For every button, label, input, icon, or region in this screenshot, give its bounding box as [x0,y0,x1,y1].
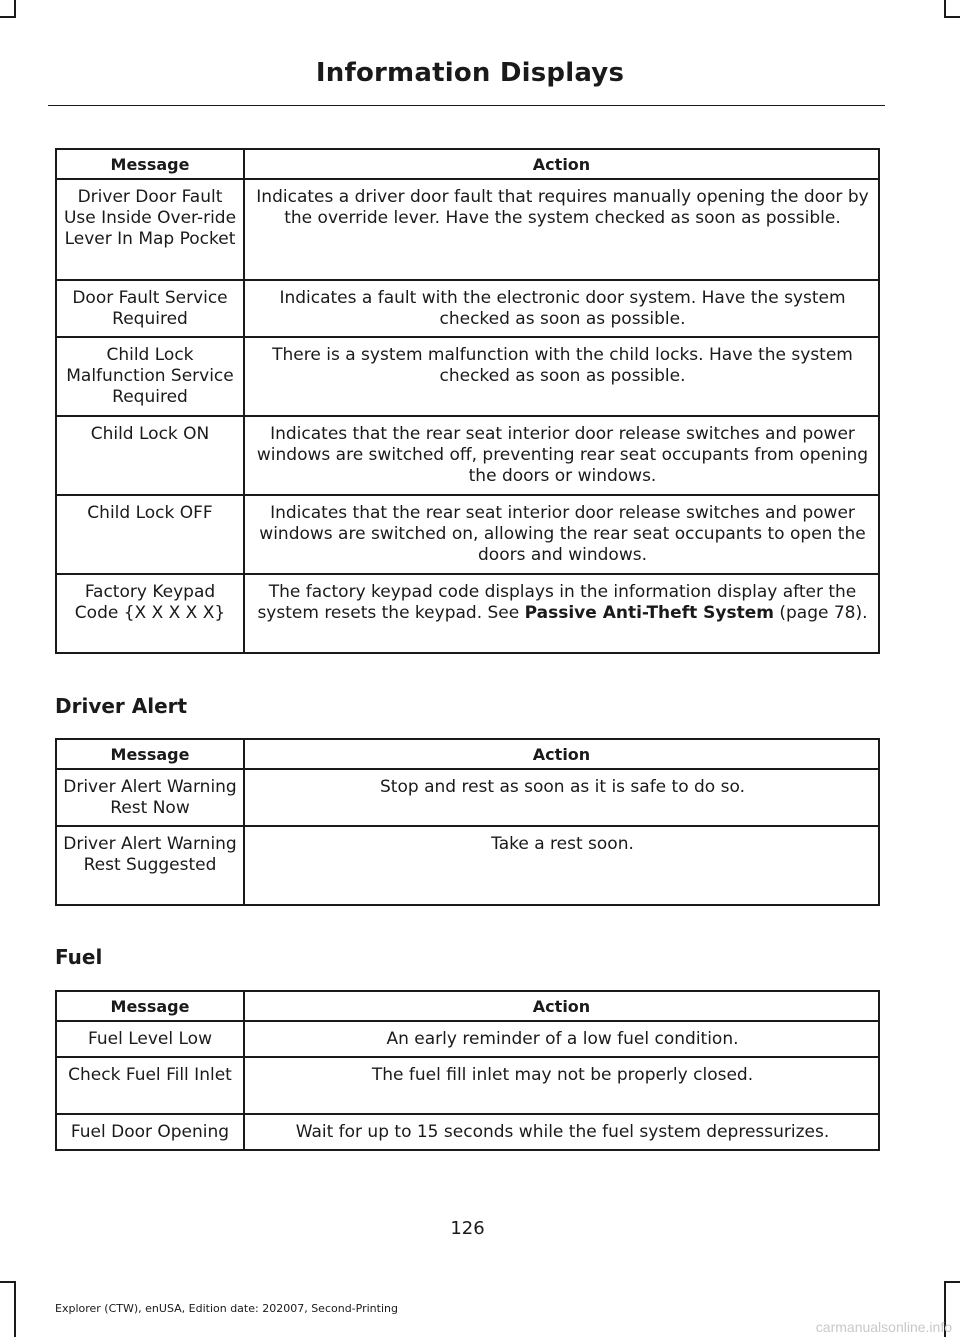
action-cell: Indicates a fault with the electronic door system. Have the system checked as soon as possible. [244,280,879,337]
table-row [56,179,879,280]
page-reference: (page 78). [773,603,868,623]
message-cell: Child Lock ON [56,416,244,495]
action-cell [244,574,879,653]
action-text: The factory keypad code displays in the information display after the system resets the keypad. See [257,582,857,623]
title-rule [48,105,885,106]
message-cell: Fuel Door Opening [56,1114,244,1150]
table-row [56,1021,879,1057]
message-cell: Fuel Level Low [56,1021,244,1057]
crop-mark-top-left-h [0,16,16,18]
doors-message-table [55,148,880,654]
crop-mark-bottom-left-h [0,1281,16,1283]
message-cell: Factory Keypad Code {X X X X X} [56,574,244,653]
table-header-row [56,149,879,179]
action-cell: Wait for up to 15 seconds while the fuel system depressurizes. [244,1114,879,1150]
action-cell: Indicates that the rear seat interior door release switches and power windows are switched on, allowing the rear seat occupants to open the doors and windows. [244,495,879,574]
table-row [56,574,879,653]
crop-mark-top-right-h [944,16,960,18]
message-cell: Child Lock OFF [56,495,244,574]
message-cell: Driver Alert Warning Rest Suggested [56,826,244,905]
message-column-header: Message [56,991,244,1021]
table-row [56,280,879,337]
action-column-header: Action [244,739,879,769]
table-row [56,1114,879,1150]
message-cell: Driver Door Fault Use Inside Over-ride Lever In Map Pocket [56,179,244,280]
crop-mark-bottom-right-h [944,1281,960,1283]
table-row [56,495,879,574]
section-heading-driver-alert: Driver Alert [55,694,188,718]
action-cell: Indicates that the rear seat interior door release switches and power windows are switched off, preventing rear seat occupants from opening the doors or windows. [244,416,879,495]
table-header-row [56,991,879,1021]
action-cell: Indicates a driver door fault that requires manually opening the door by the override lever. Have the system checked as soon as possible. [244,179,879,280]
action-cell: Take a rest soon. [244,826,879,905]
table-header-row [56,739,879,769]
table-row [56,769,879,826]
message-column-header: Message [56,149,244,179]
action-cell: An early reminder of a low fuel condition. [244,1021,879,1057]
cross-reference-link[interactable]: Passive Anti-Theft System [524,603,774,623]
action-cell: There is a system malfunction with the child locks. Have the system checked as soon as possible. [244,337,879,416]
message-cell: Child Lock Malfunction Service Required [56,337,244,416]
driver-alert-table [55,738,880,906]
message-cell: Check Fuel Fill Inlet [56,1057,244,1114]
message-column-header: Message [56,739,244,769]
page-title: Information Displays [315,58,625,88]
action-column-header: Action [244,149,879,179]
action-cell: Stop and rest as soon as it is safe to do so. [244,769,879,826]
table-row [56,1057,879,1114]
table-row [56,826,879,905]
crop-mark-bottom-left [14,1281,16,1337]
action-cell: The fuel fill inlet may not be properly closed. [244,1057,879,1114]
action-column-header: Action [244,991,879,1021]
watermark: carmanualsonline.info [815,1319,952,1335]
table-row [56,337,879,416]
section-heading-fuel: Fuel [55,945,103,969]
edition-footer: Explorer (CTW), enUSA, Edition date: 202007, Second-Printing [55,1302,398,1315]
message-cell: Driver Alert Warning Rest Now [56,769,244,826]
fuel-table [55,990,880,1151]
page-number: 126 [450,1218,485,1239]
table-row [56,416,879,495]
message-cell: Door Fault Service Required [56,280,244,337]
